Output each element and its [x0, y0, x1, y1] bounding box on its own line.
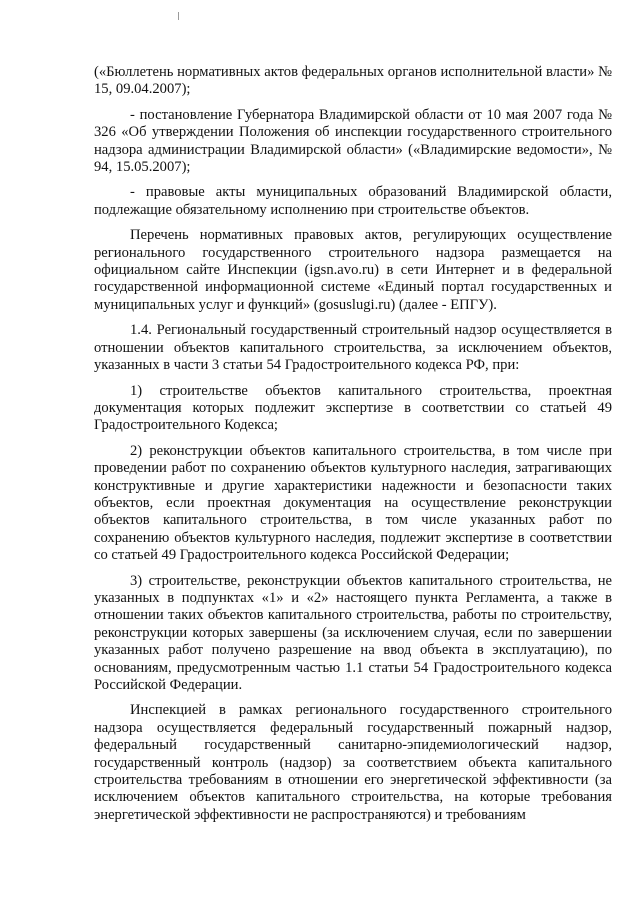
paragraph-inspection-scope: Инспекцией в рамках регионального государственного строительного надзора осуществляется федеральный государственный пожарный надзор, федеральный государственный санитарно-эпидемиологический надзор, государственный контроль (надзор) за соответствием объекта капитального строительства требованиям в отношении его энергетической эффективности (за исключением объектов капитального строительства, на которые требования энергетической эффективности не распространяются) и требованиям: [94, 702, 612, 823]
paragraph-governor-decree: - постановление Губернатора Владимирской области от 10 мая 2007 года № 326 «Об утверждении Положения об инспекции государственного строительного надзора администрации Владимирской области» («Владимирские ведомости», № 94, 15.05.2007);: [94, 106, 612, 176]
scan-mark: [178, 12, 179, 20]
document-body: [94, 64, 612, 824]
paragraph-item-2: 2) реконструкции объектов капитального строительства, в том числе при проведении работ по сохранению объектов культурного наследия, затрагивающих конструктивные и другие характеристики надежности и безопасности таких объектов, если проектная документация на осуществление реконструкции объектов капитального строительства, в том числе указанных работ по сохранению объектов культурного наследия, подлежит экспертизе в соответствии со статьей 49 Градостроительного кодекса Российской Федерации;: [94, 442, 612, 564]
paragraph-item-1: 1) строительстве объектов капитального строительства, проектная документация которых подлежит экспертизе в соответствии со статьей 49 Градостроительного Кодекса;: [94, 382, 612, 434]
paragraph-acts-list-publication: Перечень нормативных правовых актов, регулирующих осуществление регионального государственного строительного надзора размещается на официальном сайте Инспекции (igsn.avo.ru) в сети Интернет и в федеральной государственной информационной системе «Единый портал государственных и муниципальных услуг и функций» (gosuslugi.ru) (далее - ЕПГУ).: [94, 227, 612, 313]
paragraph-municipal-acts: - правовые акты муниципальных образований Владимирской области, подлежащие обязательному исполнению при строительстве объектов.: [94, 184, 612, 218]
paragraph-section-1-4: 1.4. Региональный государственный строительный надзор осуществляется в отношении объектов капитального строительства, за исключением объектов, указанных в части 3 статьи 54 Градостроительного кодекса РФ, при:: [94, 322, 612, 374]
paragraph-bulletin-continuation: («Бюллетень нормативных актов федеральных органов исполнительной власти» № 15, 09.04.2007);: [94, 64, 612, 98]
paragraph-item-3: 3) строительстве, реконструкции объектов капитального строительства, не указанных в подпунктах «1» и «2» настоящего пункта Регламента, а также в отношении таких объектов капитального строительства, работы по строительству, реконструкции которых завершены (за исключением случая, если по завершении указанных работ получено разрешение на ввод объекта в эксплуатацию), по основаниям, предусмотренным частью 1.1 статьи 54 Градостроительного кодекса Российской Федерации.: [94, 572, 612, 693]
